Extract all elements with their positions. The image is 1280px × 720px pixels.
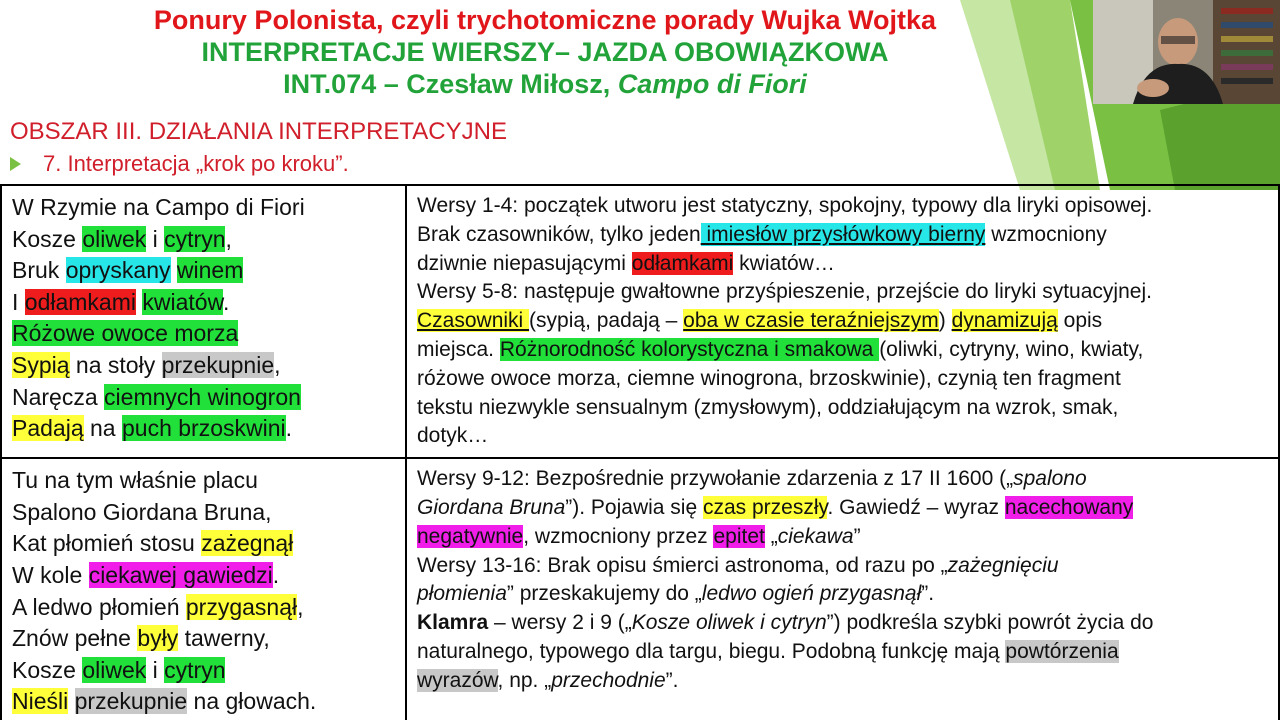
poem-line: Sypią na stoły przekupnie,	[12, 351, 281, 378]
highlight-green: Różowe owoce morza	[12, 320, 239, 347]
highlight-gray: przekupnie	[161, 351, 275, 378]
highlight-green: cytryn	[164, 225, 226, 252]
highlight-cyan: imiesłów przysłówkowy bierny	[700, 222, 986, 246]
highlight-gray: wyrazów	[417, 668, 498, 692]
highlight-red: odłamkami	[24, 288, 136, 315]
poem-line: Spalono Giordana Bruna,	[12, 498, 272, 525]
table-row	[1, 185, 1279, 458]
commentary-line: miejsca. Różnorodność kolorystyczna i smakowa (oliwki, cytryny, wino, kwiaty,	[417, 337, 1144, 361]
highlight-yellow: Padają	[12, 415, 84, 442]
poem-line: I odłamkami kwiatów.	[12, 288, 230, 315]
poem-line: Kosze oliwek i cytryn	[12, 656, 226, 683]
highlight-green: puch brzoskwini	[122, 415, 286, 442]
section-step	[10, 150, 349, 178]
commentary-line: Wersy 1-4: początek utworu jest statyczny, spokojny, typowy dla liryki opisowej.	[417, 194, 1153, 217]
interpretation-table	[0, 184, 1280, 720]
highlight-gray: powtórzenia	[1005, 639, 1119, 663]
poem-line: Padają na puch brzoskwini.	[12, 415, 293, 442]
highlight-yellow: dynamizują	[951, 309, 1058, 333]
poem-line: Naręcza ciemnych winogron	[12, 383, 301, 410]
highlight-yellow: zażegnął	[201, 530, 294, 557]
poem-line: A ledwo płomień przygasnął,	[12, 593, 304, 620]
highlight-magenta: nacechowany	[1004, 495, 1134, 519]
commentary-1	[406, 185, 1279, 458]
highlight-green: kwiatów	[142, 288, 223, 315]
highlight-cyan: opryskany	[65, 257, 171, 284]
highlight-green: ciemnych winogron	[104, 383, 301, 410]
page-subtitle: INTERPRETACJE WIERSZY– JAZDA OBOWIĄZKOWA	[201, 37, 889, 67]
highlight-yellow: były	[137, 625, 179, 652]
commentary-line: tekstu niezwykle sensualnym (zmysłowym), oddziałującym na wzrok, smak,	[417, 395, 1119, 419]
highlight-red: odłamkami	[631, 251, 734, 275]
highlight-green: cytryn	[164, 656, 226, 683]
commentary-line: różowe owoce morza, ciemne winogrona, brzoskwinie), czynią ten fragment	[417, 366, 1121, 390]
commentary-line: dotyk…	[417, 424, 489, 448]
poem-stanza-2	[1, 458, 406, 720]
highlight-green: Różnorodność kolorystyczna i smakowa	[499, 337, 880, 361]
highlight-yellow: Sypią	[12, 351, 70, 378]
poem-stanza-1	[1, 185, 406, 458]
commentary-line: Wersy 13-16: Brak opisu śmierci astronoma, od razu po „zażegnięciu	[417, 553, 1059, 577]
poem-line: Bruk opryskany winem	[12, 257, 244, 284]
header	[0, 4, 1090, 100]
highlight-green: winem	[176, 257, 244, 284]
commentary-line: Giordana Bruna”). Pojawia się czas przeszły. Gawiedź – wyraz nacechowany	[417, 495, 1134, 519]
presenter-webcam	[1093, 0, 1280, 104]
commentary-line: płomienia” przeskakujemy do „ledwo ogień przygasnął”.	[417, 582, 935, 606]
highlight-magenta: epitet	[713, 524, 765, 548]
highlight-green: oliwek	[82, 225, 147, 252]
commentary-line: Czasowniki (sypią, padają – oba w czasie teraźniejszym) dynamizują opis	[417, 309, 1103, 333]
commentary-line: Wersy 5-8: następuje gwałtowne przyśpieszenie, przejście do liryki sytuacyjnej.	[417, 280, 1152, 304]
lesson-code-author: INT.074 – Czesław Miłosz,	[283, 69, 611, 99]
highlight-magenta: ciekawej gawiedzi	[88, 561, 273, 588]
commentary-line: Klamra – wersy 2 i 9 („Kosze oliwek i cytryn”) podkreśla szybki powrót życia do	[417, 611, 1154, 635]
commentary-line: Wersy 9-12: Bezpośrednie przywołanie zdarzenia z 17 II 1600 („spalono	[417, 467, 1087, 491]
page-title: Ponury Polonista, czyli trychotomiczne porady Wujka Wojtka	[153, 5, 937, 35]
poem-line: Kosze oliwek i cytryn,	[12, 225, 232, 252]
section-heading: OBSZAR III. DZIAŁANIA INTERPRETACYJNE	[10, 118, 507, 145]
poem-line: Kat płomień stosu zażegnął	[12, 530, 294, 557]
triangle-bullet-icon	[10, 157, 21, 171]
highlight-yellow: Czasowniki	[417, 309, 530, 333]
poem-title: Campo di Fiori	[617, 69, 807, 99]
poem-line	[12, 318, 395, 350]
commentary-2	[406, 458, 1279, 720]
step-label: 7. Interpretacja „krok po kroku”.	[43, 151, 349, 176]
highlight-yellow: Nieśli	[12, 688, 69, 715]
commentary-line: naturalnego, typowego dla targu, biegu. Podobną funkcję mają powtórzenia	[417, 639, 1119, 663]
poem-line: Znów pełne były tawerny,	[12, 625, 270, 652]
commentary-line: dziwnie niepasującymi odłamkami kwiatów…	[417, 251, 835, 275]
poem-line: Nieśli przekupnie na głowach.	[12, 688, 317, 715]
highlight-gray: przekupnie	[74, 688, 188, 715]
highlight-magenta: negatywnie	[417, 524, 524, 548]
commentary-line: Brak czasowników, tylko jeden imiesłów przysłówkowy bierny wzmocniony	[417, 222, 1107, 246]
commentary-line: negatywnie, wzmocniony przez epitet „ciekawa”	[417, 524, 861, 548]
poem-line: W Rzymie na Campo di Fiori	[12, 194, 305, 220]
poem-line: Tu na tym właśnie placu	[12, 467, 258, 494]
highlight-yellow: oba w czasie teraźniejszym	[683, 309, 939, 333]
table-row	[1, 458, 1279, 720]
highlight-green: oliwek	[82, 656, 147, 683]
poem-line: W kole ciekawej gawiedzi.	[12, 561, 280, 588]
lesson-title	[0, 68, 1090, 100]
highlight-yellow: czas przeszły	[702, 495, 828, 519]
commentary-line: wyrazów, np. „przechodnie”.	[417, 668, 679, 692]
highlight-yellow: przygasnął	[185, 593, 298, 620]
